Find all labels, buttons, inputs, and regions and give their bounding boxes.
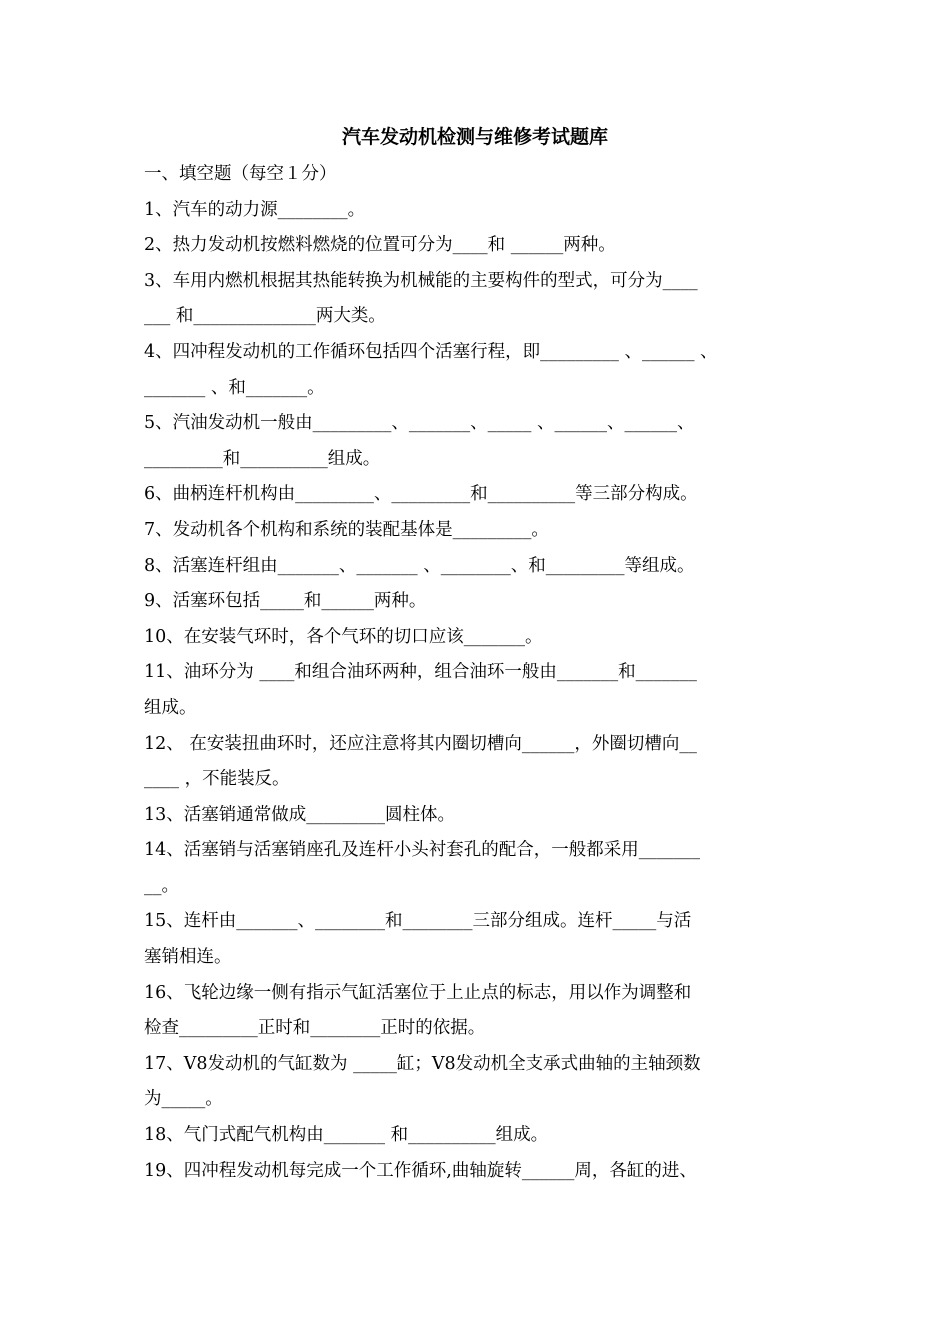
question-10: 10、在安装气环时，各个气环的切口应该_______。 <box>144 626 543 647</box>
question-7: 7、发动机各个机构和系统的装配基体是_________。 <box>144 519 549 540</box>
question-16: 16、飞轮边缘一侧有指示气缸活塞位于上止点的标志，用以作为调整和 <box>144 982 692 1003</box>
question-4-continued: _______ 、和_______。 <box>144 377 325 398</box>
question-3: 3、车用内燃机根据其热能转换为机械能的主要构件的型式，可分为____ <box>144 270 698 291</box>
question-11-continued: 组成。 <box>144 697 197 718</box>
question-2: 2、热力发动机按燃料燃烧的位置可分为____和 ______两种。 <box>144 235 616 256</box>
question-6: 6、曲柄连杆机构由_________、_________和__________等三部分构成。 <box>144 484 698 505</box>
question-12-continued: ____ ，不能装反。 <box>144 769 290 790</box>
question-14: 14、活塞销与活塞销座孔及连杆小头衬套孔的配合，一般都采用_______ <box>144 840 701 861</box>
question-18: 18、气门式配气机构由_______ 和__________组成。 <box>144 1125 549 1146</box>
document-body <box>144 157 800 1189</box>
question-19: 19、四冲程发动机每完成一个工作循环,曲轴旋转______周，各缸的进、 <box>144 1160 697 1181</box>
question-5-continued: _________和__________组成。 <box>144 448 381 469</box>
question-16-continued: 检查_________正时和________正时的依据。 <box>144 1018 486 1039</box>
question-17: 17、V8发动机的气缸数为 _____缸；V8发动机全支承式曲轴的主轴颈数 <box>144 1053 701 1074</box>
question-3-continued: ___ 和______________两大类。 <box>144 306 386 327</box>
question-11: 11、油环分为 ____和组合油环两种，组合油环一般由_______和_______ <box>144 662 697 683</box>
question-1: 1、汽车的动力源________。 <box>144 199 366 220</box>
question-8: 8、活塞连杆组由_______、_______ 、________、和_________等组成。 <box>144 555 695 576</box>
question-9: 9、活塞环包括_____和______两种。 <box>144 591 427 612</box>
question-4: 4、四冲程发动机的工作循环包括四个活塞行程，即_________ 、______ 、 <box>144 341 718 362</box>
question-14-continued: __。 <box>144 875 179 896</box>
section-heading: 一、填空题（每空１分） <box>144 164 337 184</box>
question-15-continued: 塞销相连。 <box>144 947 232 968</box>
question-13: 13、活塞销通常做成_________圆柱体。 <box>144 804 456 825</box>
question-12: 12、 在安装扭曲环时，还应注意将其内圈切槽向______，外圈切槽向__ <box>144 733 697 754</box>
document-title: 汽车发动机检测与维修考试题库 <box>341 126 608 148</box>
question-5: 5、汽油发动机一般由_________、_______、_____ 、______、______、 <box>144 413 695 434</box>
question-15: 15、连杆由_______、________和________三部分组成。连杆_____与活 <box>144 911 692 932</box>
question-17-continued: 为_____。 <box>144 1089 223 1110</box>
